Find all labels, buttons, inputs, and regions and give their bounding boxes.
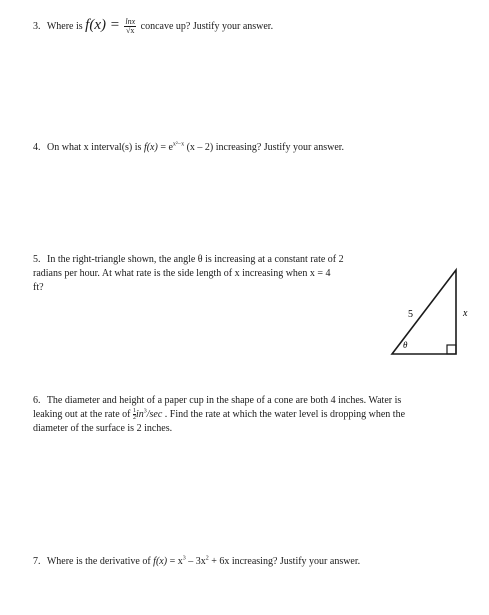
fraction-denominator: √x [126, 26, 135, 36]
rate-unit: in [135, 409, 144, 420]
angle-label: θ [403, 340, 408, 350]
question-number: 3. [33, 21, 41, 32]
question-text: On what x interval(s) is [47, 142, 142, 153]
rate-numerator: 1 [132, 408, 136, 415]
equation-part: + 6x [208, 556, 230, 567]
question-number: 7. [33, 556, 41, 567]
question-text: increasing? Justify your answer. [231, 556, 361, 567]
question-text: concave up? Justify your answer. [140, 21, 274, 32]
right-angle-marker [447, 345, 456, 354]
question-text-line-2: radians per hour. At what rate is the side length of x increasing when x = 4 [33, 268, 331, 279]
fraction [124, 18, 136, 35]
question-6 [33, 394, 405, 436]
question-number: 6. [33, 395, 41, 406]
function-label: f(x) [153, 556, 168, 567]
question-text: . Find the rate at which the water level is dropping when the [164, 409, 406, 420]
exponent: 2 [205, 555, 209, 562]
exponent: 3 [182, 555, 186, 562]
question-text-line-3: diameter of the surface is 2 inches. [33, 423, 173, 434]
triangle-shape [392, 270, 456, 354]
hypotenuse-label: 5 [408, 309, 413, 320]
equation-part: – 3x [185, 556, 206, 567]
rate-exponent: 3 [143, 408, 147, 415]
question-text-line-1: In the right-triangle shown, the angle θ is increasing at a constant rate of 2 [47, 254, 344, 265]
rate-tail: /sec [146, 409, 163, 420]
function-label: f(x) [143, 142, 158, 153]
question-text-line-1: The diameter and height of a paper cup in the shape of a cone are both 4 inches. Water is [46, 395, 402, 406]
question-text: (x – 2) increasing? Justify your answer. [186, 142, 345, 153]
question-text: leaking out at the rate of [33, 409, 131, 420]
question-7 [33, 555, 360, 569]
rate-denominator: 2 [132, 415, 136, 422]
question-5 [33, 253, 344, 295]
question-3 [33, 18, 273, 35]
equation-part: = e [160, 142, 173, 153]
question-text: Where is the derivative of [46, 556, 151, 567]
fraction-numerator: lnx [125, 17, 136, 27]
question-4 [33, 141, 344, 155]
question-number: 4. [33, 142, 41, 153]
function-label: f(x) = [85, 17, 120, 33]
question-text: Where is [46, 21, 83, 32]
exponent: x²−x [172, 141, 185, 148]
side-label: x [463, 308, 468, 319]
question-text-line-3: ft? [33, 282, 44, 293]
right-triangle-diagram [386, 262, 476, 360]
equation-part: = x [169, 556, 183, 567]
question-number: 5. [33, 254, 41, 265]
